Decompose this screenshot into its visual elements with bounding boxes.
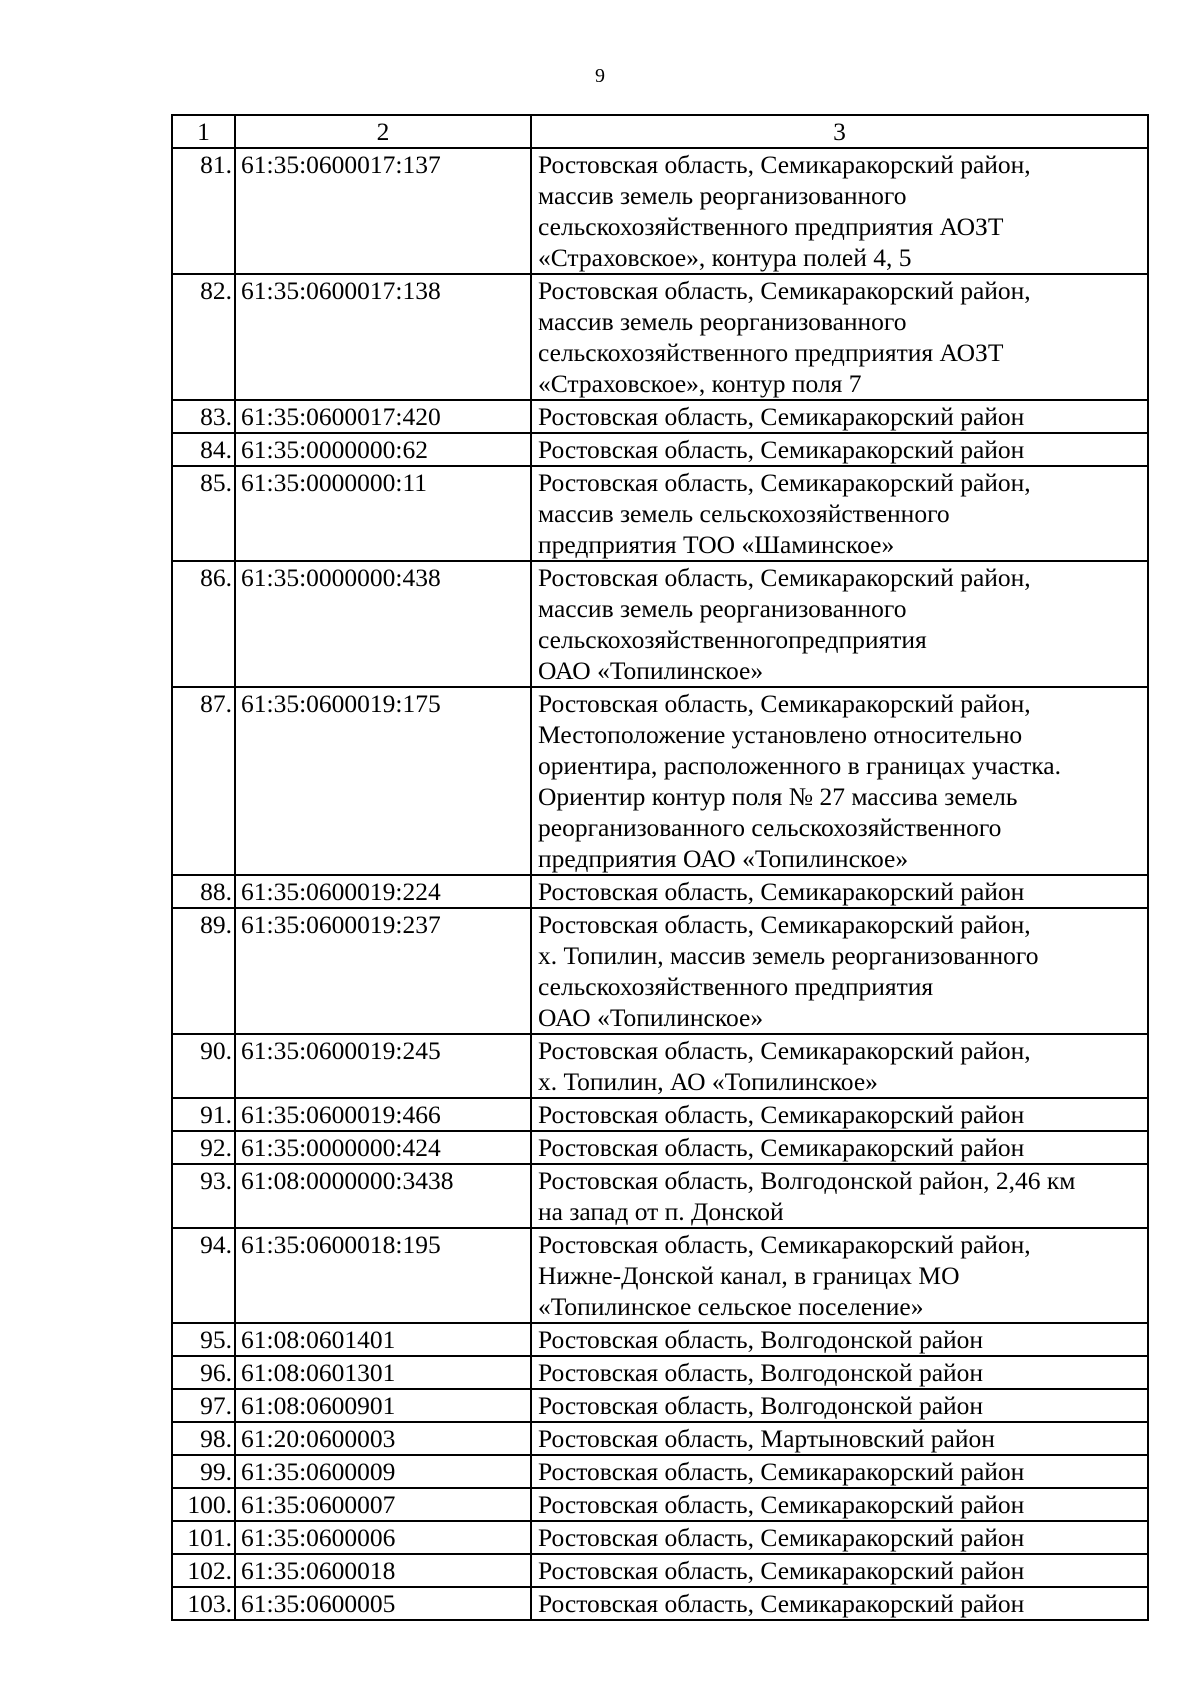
table-row bbox=[172, 1228, 1148, 1323]
row-number: 94. bbox=[172, 1228, 235, 1323]
row-number: 103. bbox=[172, 1587, 235, 1620]
cadastral-number: 61:35:0600017:137 bbox=[235, 148, 531, 274]
row-number: 102. bbox=[172, 1554, 235, 1587]
location-address: Ростовская область, Семикаракорский район bbox=[531, 1131, 1148, 1164]
table-row bbox=[172, 908, 1148, 1034]
table-row bbox=[172, 561, 1148, 687]
table-row bbox=[172, 1034, 1148, 1098]
location-address: Ростовская область, Семикаракорский район bbox=[531, 1488, 1148, 1521]
table-row bbox=[172, 1131, 1148, 1164]
row-number: 81. bbox=[172, 148, 235, 274]
row-number: 95. bbox=[172, 1323, 235, 1356]
table-row bbox=[172, 1422, 1148, 1455]
cadastral-number: 61:35:0600019:245 bbox=[235, 1034, 531, 1098]
row-number: 92. bbox=[172, 1131, 235, 1164]
cadastral-number: 61:35:0000000:62 bbox=[235, 433, 531, 466]
row-number: 101. bbox=[172, 1521, 235, 1554]
cadastral-number: 61:35:0600019:237 bbox=[235, 908, 531, 1034]
cadastral-number: 61:35:0600018 bbox=[235, 1554, 531, 1587]
cadastral-table bbox=[171, 114, 1149, 1621]
row-number: 88. bbox=[172, 875, 235, 908]
row-number: 100. bbox=[172, 1488, 235, 1521]
row-number: 82. bbox=[172, 274, 235, 400]
row-number: 83. bbox=[172, 400, 235, 433]
table-row bbox=[172, 433, 1148, 466]
table-row bbox=[172, 400, 1148, 433]
location-address: Ростовская область, Семикаракорский район bbox=[531, 1098, 1148, 1131]
row-number: 87. bbox=[172, 687, 235, 875]
cadastral-number: 61:35:0600009 bbox=[235, 1455, 531, 1488]
table-row bbox=[172, 274, 1148, 400]
location-address: Ростовская область, Волгодонской район bbox=[531, 1389, 1148, 1422]
location-address: Ростовская область, Семикаракорский район, массив земель реорганизованного сельскохозяйственногопредприятия ОАО «Топилинское» bbox=[531, 561, 1148, 687]
cadastral-number: 61:35:0600007 bbox=[235, 1488, 531, 1521]
cadastral-number: 61:08:0601401 bbox=[235, 1323, 531, 1356]
location-address: Ростовская область, Семикаракорский район, х. Топилин, массив земель реорганизованного сельскохозяйственного предприятия ОАО «Топилинское» bbox=[531, 908, 1148, 1034]
cadastral-number: 61:35:0000000:11 bbox=[235, 466, 531, 561]
location-address: Ростовская область, Семикаракорский район bbox=[531, 400, 1148, 433]
cadastral-number: 61:08:0600901 bbox=[235, 1389, 531, 1422]
location-address: Ростовская область, Семикаракорский район bbox=[531, 1521, 1148, 1554]
location-address: Ростовская область, Семикаракорский район bbox=[531, 1554, 1148, 1587]
page-number: 9 bbox=[595, 65, 605, 87]
table-header-row bbox=[172, 115, 1148, 148]
cadastral-number: 61:35:0600006 bbox=[235, 1521, 531, 1554]
cadastral-number: 61:08:0000000:3438 bbox=[235, 1164, 531, 1228]
location-address: Ростовская область, Семикаракорский район, массив земель реорганизованного сельскохозяйственного предприятия АОЗТ «Страховское», контура полей 4, 5 bbox=[531, 148, 1148, 274]
cadastral-number: 61:35:0600017:420 bbox=[235, 400, 531, 433]
row-number: 85. bbox=[172, 466, 235, 561]
column-header-number: 1 bbox=[172, 115, 235, 148]
row-number: 98. bbox=[172, 1422, 235, 1455]
cadastral-number: 61:35:0600019:175 bbox=[235, 687, 531, 875]
location-address: Ростовская область, Семикаракорский район, массив земель сельскохозяйственного предприятия ТОО «Шаминское» bbox=[531, 466, 1148, 561]
location-address: Ростовская область, Волгодонской район, 2,46 км на запад от п. Донской bbox=[531, 1164, 1148, 1228]
row-number: 96. bbox=[172, 1356, 235, 1389]
cadastral-number: 61:35:0600017:138 bbox=[235, 274, 531, 400]
cadastral-number: 61:08:0601301 bbox=[235, 1356, 531, 1389]
row-number: 90. bbox=[172, 1034, 235, 1098]
location-address: Ростовская область, Семикаракорский район bbox=[531, 1587, 1148, 1620]
location-address: Ростовская область, Семикаракорский район bbox=[531, 1455, 1148, 1488]
location-address: Ростовская область, Семикаракорский район, Местоположение установлено относительно ориентира, расположенного в границах участка. Ориентир контур поля № 27 массива земель реорганизованного сельскохозяйственного предприятия ОАО «Топилинское» bbox=[531, 687, 1148, 875]
table-row bbox=[172, 1098, 1148, 1131]
cadastral-number: 61:35:0600005 bbox=[235, 1587, 531, 1620]
table-row bbox=[172, 1587, 1148, 1620]
row-number: 97. bbox=[172, 1389, 235, 1422]
table-row bbox=[172, 1164, 1148, 1228]
cadastral-number: 61:20:0600003 bbox=[235, 1422, 531, 1455]
cadastral-number: 61:35:0600019:466 bbox=[235, 1098, 531, 1131]
table-row bbox=[172, 875, 1148, 908]
table-row bbox=[172, 1488, 1148, 1521]
location-address: Ростовская область, Семикаракорский район bbox=[531, 875, 1148, 908]
location-address: Ростовская область, Волгодонской район bbox=[531, 1323, 1148, 1356]
table-row bbox=[172, 1389, 1148, 1422]
row-number: 91. bbox=[172, 1098, 235, 1131]
location-address: Ростовская область, Семикаракорский район, Нижне-Донской канал, в границах МО «Топилинское сельское поселение» bbox=[531, 1228, 1148, 1323]
table-row bbox=[172, 1554, 1148, 1587]
location-address: Ростовская область, Волгодонской район bbox=[531, 1356, 1148, 1389]
table-row bbox=[172, 1521, 1148, 1554]
location-address: Ростовская область, Семикаракорский район, х. Топилин, АО «Топилинское» bbox=[531, 1034, 1148, 1098]
cadastral-number: 61:35:0000000:438 bbox=[235, 561, 531, 687]
row-number: 93. bbox=[172, 1164, 235, 1228]
table-row bbox=[172, 1455, 1148, 1488]
location-address: Ростовская область, Семикаракорский район, массив земель реорганизованного сельскохозяйственного предприятия АОЗТ «Страховское», контур поля 7 bbox=[531, 274, 1148, 400]
cadastral-number: 61:35:0600019:224 bbox=[235, 875, 531, 908]
cadastral-number: 61:35:0000000:424 bbox=[235, 1131, 531, 1164]
row-number: 84. bbox=[172, 433, 235, 466]
row-number: 89. bbox=[172, 908, 235, 1034]
row-number: 86. bbox=[172, 561, 235, 687]
location-address: Ростовская область, Семикаракорский район bbox=[531, 433, 1148, 466]
table-row bbox=[172, 1323, 1148, 1356]
table-row bbox=[172, 687, 1148, 875]
table-row bbox=[172, 1356, 1148, 1389]
column-header-cadastral-number: 2 bbox=[235, 115, 531, 148]
table-row bbox=[172, 466, 1148, 561]
cadastral-number: 61:35:0600018:195 bbox=[235, 1228, 531, 1323]
table-row bbox=[172, 148, 1148, 274]
row-number: 99. bbox=[172, 1455, 235, 1488]
column-header-address: 3 bbox=[531, 115, 1148, 148]
location-address: Ростовская область, Мартыновский район bbox=[531, 1422, 1148, 1455]
